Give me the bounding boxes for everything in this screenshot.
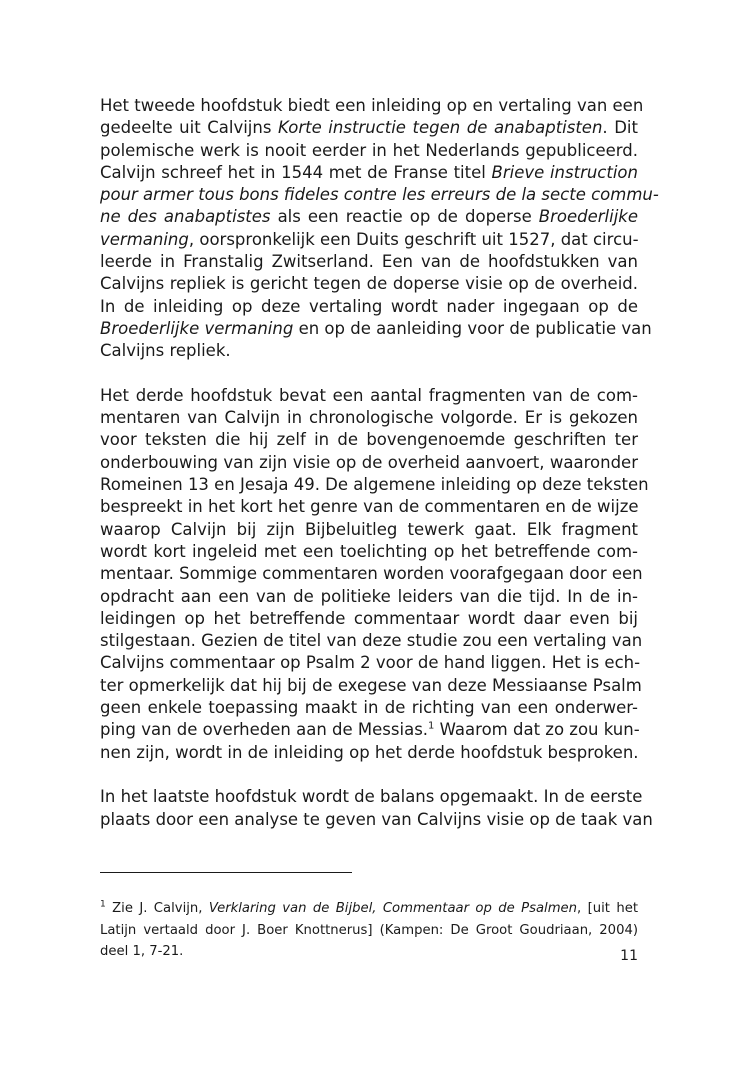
text-line: pour armer tous bons fideles contre les erreurs de la secte commu- <box>100 185 659 205</box>
text-line: nen zijn, wordt in de inleiding op het derde hoofdstuk besproken. <box>100 742 639 762</box>
text-line: Calvijns repliek. <box>100 341 231 361</box>
text-line: In het laatste hoofdstuk wordt de balans opgemaakt. In de eerste <box>100 787 643 807</box>
page-number: 11 <box>620 948 638 964</box>
footnote-marker: 1 <box>428 720 435 732</box>
text-line: mentaren van Calvijn in chronologische volgorde. Er is gekozen <box>100 408 638 428</box>
text-line: Calvijns commentaar op Psalm 2 voor de hand liggen. Het is ech- <box>100 653 641 673</box>
text-line: Broederlijke vermaning en op de aanleiding voor de publicatie van <box>100 318 652 338</box>
text-line: bespreekt in het kort het genre van de commentaren en de wijze <box>100 497 639 517</box>
text-line: ne des anabaptistes als een reactie op de doperse Broederlijke <box>100 207 638 227</box>
paragraph <box>100 385 649 764</box>
text-line: Calvijn schreef het in 1544 met de Franse titel Brieve instruction <box>100 162 638 182</box>
footnote-divider <box>100 872 352 873</box>
footnote-marker: 1 <box>100 899 106 910</box>
text-line: wordt kort ingeleid met een toelichting op het betreffende com- <box>100 541 638 561</box>
text-line: stilgestaan. Gezien de titel van deze studie zou een vertaling van <box>100 631 643 651</box>
body-text <box>100 95 659 831</box>
text-line: polemische werk is nooit eerder in het Nederlands gepubliceerd. <box>100 140 638 160</box>
text-line: deel 1, 7-21. <box>100 944 184 960</box>
text-line: mentaar. Sommige commentaren worden voorafgegaan door een <box>100 564 643 584</box>
text-line: In de inleiding op deze vertaling wordt nader ingegaan op de <box>100 296 638 316</box>
paragraph <box>100 95 659 363</box>
text-line: leidingen op het betreffende commentaar wordt daar even bij <box>100 608 638 628</box>
paragraph <box>100 786 653 831</box>
footnotes <box>100 885 638 976</box>
text-line: Latijn vertaald door J. Boer Knottnerus] (Kampen: De Groot Goudriaan, 2004) <box>100 922 638 938</box>
text-line: $^1$ Zie J. Calvijn, Verklaring van de Bijbel, Commentaar op de Psalmen, [uit het <box>100 899 638 917</box>
text-line: Het tweede hoofdstuk biedt een inleiding op en vertaling van een <box>100 96 644 115</box>
text-line: opdracht aan een van de politieke leiders van die tijd. In de in- <box>100 586 638 606</box>
text-line: Het derde hoofdstuk bevat een aantal fragmenten van de com- <box>100 385 638 405</box>
text-line: ter opmerkelijk dat hij bij de exegese van deze Messiaanse Psalm <box>100 675 642 695</box>
text-line: onderbouwing van zijn visie op de overheid aanvoert, waaronder <box>100 452 638 472</box>
text-line: vermaning, oorspronkelijk een Duits geschrift uit 1527, dat circu- <box>100 229 639 249</box>
text-line: plaats door een analyse te geven van Calvijns visie op de taak van <box>100 809 653 829</box>
text-line: ping van de overheden aan de Messias.$^1$ Waarom dat zo zou kun- <box>100 720 640 740</box>
text-line: Romeinen 13 en Jesaja 49. De algemene inleiding op deze teksten <box>100 475 649 495</box>
text-line: geen enkele toepassing maakt in de richting van een onderwer- <box>100 698 638 718</box>
footnote <box>100 898 638 963</box>
text-line: Calvijns repliek is gericht tegen de doperse visie op de overheid. <box>100 274 638 294</box>
text-line: voor teksten die hij zelf in de bovengenoemde geschriften ter <box>100 430 638 450</box>
text-line: gedeelte uit Calvijns Korte instructie tegen de anabaptisten. Dit <box>100 118 638 138</box>
text-line: waarop Calvijn bij zijn Bijbeluitleg tewerk gaat. Elk fragment <box>100 519 638 539</box>
text-line: leerde in Franstalig Zwitserland. Een van de hoofdstukken van <box>100 252 638 272</box>
